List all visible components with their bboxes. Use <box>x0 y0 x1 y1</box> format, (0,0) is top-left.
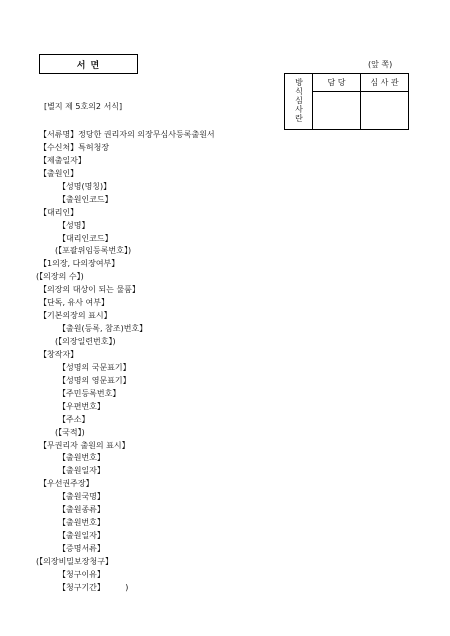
field-line: 【우편번호】 <box>58 401 105 411</box>
field-line: 【출원인】 <box>39 168 79 178</box>
field-line: 【우선권주장】 <box>39 479 94 489</box>
field-line: 【기본의장의 표시】 <box>39 311 112 321</box>
field-line: 【출원일자】 <box>58 531 105 541</box>
review-col-manager: 담 당 <box>313 74 361 92</box>
field-line: 【출원번호】 <box>58 518 105 528</box>
form-fields <box>0 129 270 595</box>
field-line: (【의장일련번호】) <box>55 337 116 346</box>
review-manager-sign-cell <box>313 92 361 130</box>
field-line: 【출원종류】 <box>58 505 105 515</box>
review-side-label: 방식심사란 <box>294 78 304 123</box>
field-line: 【출원인코드】 <box>58 194 113 204</box>
field-line: 【출원국명】 <box>58 492 105 502</box>
field-line: 【출원번호】 <box>58 453 105 463</box>
field-line: (【의장의 수】) <box>36 272 84 282</box>
field-line: 【성명】 <box>58 220 90 230</box>
field-line: 【주민등록번호】 <box>58 388 121 398</box>
field-line: 【무권리자 출원의 표시】 <box>39 440 130 450</box>
field-line: 【성명의 국문표기】 <box>58 362 131 372</box>
field-line: 【수신처】특허청장 <box>39 142 110 152</box>
field-line: 【1의장, 다의장여부】 <box>39 259 120 269</box>
form-title <box>39 54 138 74</box>
field-line: 【청구이유】 <box>58 569 105 579</box>
page-side-label: (앞 쪽) <box>368 60 393 69</box>
field-line: 【대리인】 <box>39 207 79 217</box>
field-line: (【국적】) <box>55 427 85 437</box>
review-col-examiner: 심 사 관 <box>361 74 409 92</box>
review-side-cell <box>285 74 313 130</box>
review-stamp-table <box>284 73 409 130</box>
field-line: 【창작자】 <box>39 349 79 359</box>
field-line: 【단독, 유사 여부】 <box>39 298 109 308</box>
field-line: 【서류명】정당한 권리자의 의장무심사등록출원서 <box>39 130 215 139</box>
field-line: 【성명(명칭)】 <box>58 181 112 191</box>
field-line: 【출원(등록, 참조)번호】 <box>58 324 148 334</box>
field-line: 【청구기간】 ) <box>58 582 129 592</box>
field-line: 【주소】 <box>58 414 90 424</box>
field-line: 【의장의 대상이 되는 물품】 <box>39 285 140 295</box>
field-line: 【대리인코드】 <box>58 233 113 243</box>
field-line: 【증명서류】 <box>58 544 105 553</box>
field-line: 【출원일자】 <box>58 466 105 476</box>
field-line: 【성명의 영문표기】 <box>58 375 131 385</box>
form-reference: [별지 제 5호의2 서식] <box>44 102 123 111</box>
field-line: (【포괄위임등록번호】) <box>55 246 132 256</box>
review-examiner-sign-cell <box>361 92 409 130</box>
field-line: 【제출일자】 <box>39 155 86 165</box>
form-title-text: 서 면 <box>76 60 101 71</box>
field-line: (【의장비밀보장청구】 <box>36 556 113 566</box>
